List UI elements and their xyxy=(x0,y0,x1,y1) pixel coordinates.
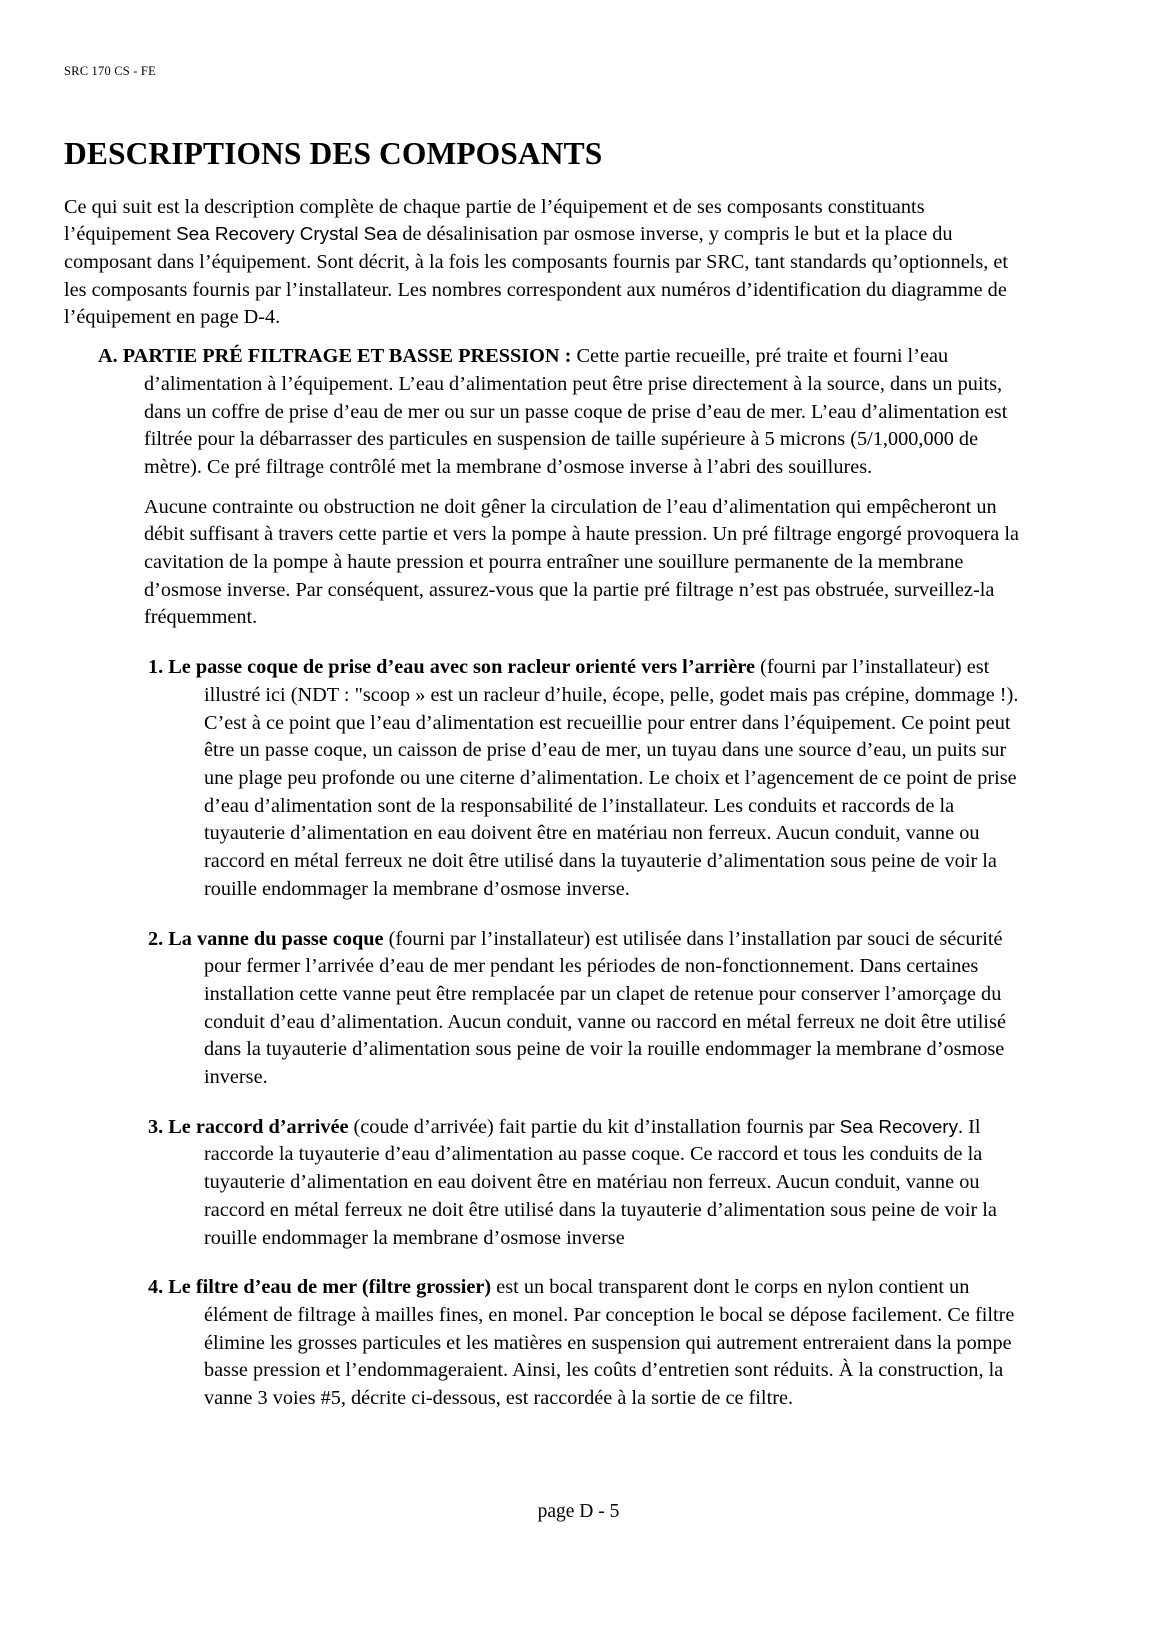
item-4-text: est un bocal transparent dont le corps en nylon contient un élément de filtrage à mailles fines, en monel. Par conception le bocal se dépose facilement. Ce filtre élimine les grosses particules et les matières en suspension qui autrement entreraient dans la pompe basse pression et l’endommageraient. Ainsi, les coûts d’entretien sont réduits. À la construction, la vanne 3 voies #5, décrite ci-dessous, est raccordée à la sortie de ce filtre. xyxy=(204,1276,1015,1410)
section-a-paragraph-1 xyxy=(98,343,1030,482)
item-3-label: 3. Le raccord d’arrivée xyxy=(148,1115,349,1138)
page-footer: page D - 5 xyxy=(537,1501,620,1522)
item-4 xyxy=(148,1274,1030,1413)
item-3 xyxy=(148,1114,1030,1253)
intro-text-part1: Ce qui suit est la description complète de chaque partie de l’équipement et de ses composants constituants l’équipement xyxy=(64,195,925,246)
section-a-label: A. PARTIE PRÉ FILTRAGE ET BASSE PRESSION : xyxy=(98,345,572,368)
brand-sea-recovery: Sea Recovery xyxy=(839,1115,959,1137)
item-3-text: (coude d’arrivée) fait partie du kit d’installation fournis par xyxy=(348,1115,840,1138)
list-item xyxy=(64,1274,1030,1413)
section-a-paragraph-2: Aucune contrainte ou obstruction ne doit gêner la circulation de l’eau d’alimentation qui empêcheront un débit suffisant à travers cette partie et vers la pompe à haute pression. Un pré filtrage engorgé provoquera la cavitation de la pompe à haute pression et pourra entraîner une souillure permanente de la membrane d’osmose inverse. Par conséquent, assurez-vous que la partie pré filtrage n’est pas obstruée, surveillez-la fréquemment. xyxy=(144,495,1019,629)
item-1-label: 1. Le passe coque de prise d’eau avec son racleur orienté vers l’arrière xyxy=(148,656,755,679)
section-a-text: Cette partie recueille, pré traite et fourni l’eau d’alimentation à l’équipement. L’eau d’alimentation peut être prise directement à la source, dans un puits, dans un coffre de prise d’eau de mer ou sur un passe coque de prise d’eau de mer. L’eau d’alimentation est filtrée pour la débarrasser des particules en suspension de taille supérieure à 5 microns (5/1,000,000 de mètre). Ce pré filtrage contrôlé met la membrane d’osmose inverse à l’abri des souillures. xyxy=(144,345,1008,478)
item-4-label: 4. Le filtre d’eau de mer (filtre grossier) xyxy=(148,1276,492,1299)
item-3-text-continued: . Il raccorde la tuyauterie d’eau d’alimentation au passe coque. Ce raccord et tous les conduits de la tuyauterie d’alimentation en eau doivent être en matériau non ferreux. Aucun conduit, vanne ou raccord en métal ferreux ne doit être utilisé dans la tuyauterie d’alimentation sous peine de voir la rouille endommager la membrane d’osmose inverse xyxy=(204,1115,997,1249)
list-item xyxy=(64,654,1030,903)
page-title: DESCRIPTIONS DES COMPOSANTS xyxy=(64,136,603,171)
page-content xyxy=(64,64,1030,1413)
running-header: SRC 170 CS - FE xyxy=(64,64,156,78)
item-1 xyxy=(148,654,1030,903)
item-2 xyxy=(148,926,1030,1092)
brand-sea-recovery-crystal-sea: Sea Recovery Crystal Sea xyxy=(176,223,398,245)
item-1-text: (fourni par l’installateur) est illustré ici (NDT : "scoop » est un racleur d’huile, écope, pelle, godet mais pas crépine, dommage !). C’est à ce point que l’eau d’alimentation est recueillie pour entrer dans l’équipement. Ce point peut être un passe coque, un caisson de prise d’eau de mer, un tuyau dans une source d’eau, un puits sur une plage peu profonde ou une citerne d’alimentation. Le choix et l’agencement de ce point de prise d’eau d’alimentation sont de la responsabilité de l’installateur. Les conduits et raccords de la tuyauterie d’alimentation en eau doivent être en matériau non ferreux. Aucun conduit, vanne ou raccord en métal ferreux ne doit être utilisé dans la tuyauterie d’alimentation sous peine de voir la rouille endommager la membrane d’osmose inverse. xyxy=(204,656,1019,900)
section-a xyxy=(64,343,1030,632)
list-item xyxy=(64,1114,1030,1253)
list-item xyxy=(64,926,1030,1092)
intro-paragraph xyxy=(64,194,1030,333)
intro-text-part2: de désalinisation par osmose inverse, y compris le but et la place du composant dans l’équipement. Sont décrit, à la fois les composants fournis par SRC, tant standards qu’optionnels, et les composants fournis par l’installateur. Les nombres correspondent aux numéros d’identification du diagramme de l’équipement en page D-4. xyxy=(64,223,1009,329)
item-2-label: 2. La vanne du passe coque xyxy=(148,927,384,950)
item-2-text: (fourni par l’installateur) est utilisée dans l’installation par souci de sécurité pour fermer l’arrivée d’eau de mer pendant les périodes de non-fonctionnement. Dans certaines installation cette vanne peut être remplacée par un clapet de retenue pour conserver l’amorçage du conduit d’eau d’alimentation. Aucun conduit, vanne ou raccord en métal ferreux ne doit être utilisé dans la tuyauterie d’alimentation sous peine de voir la rouille endommager la membrane d’osmose inverse. xyxy=(204,927,1006,1089)
